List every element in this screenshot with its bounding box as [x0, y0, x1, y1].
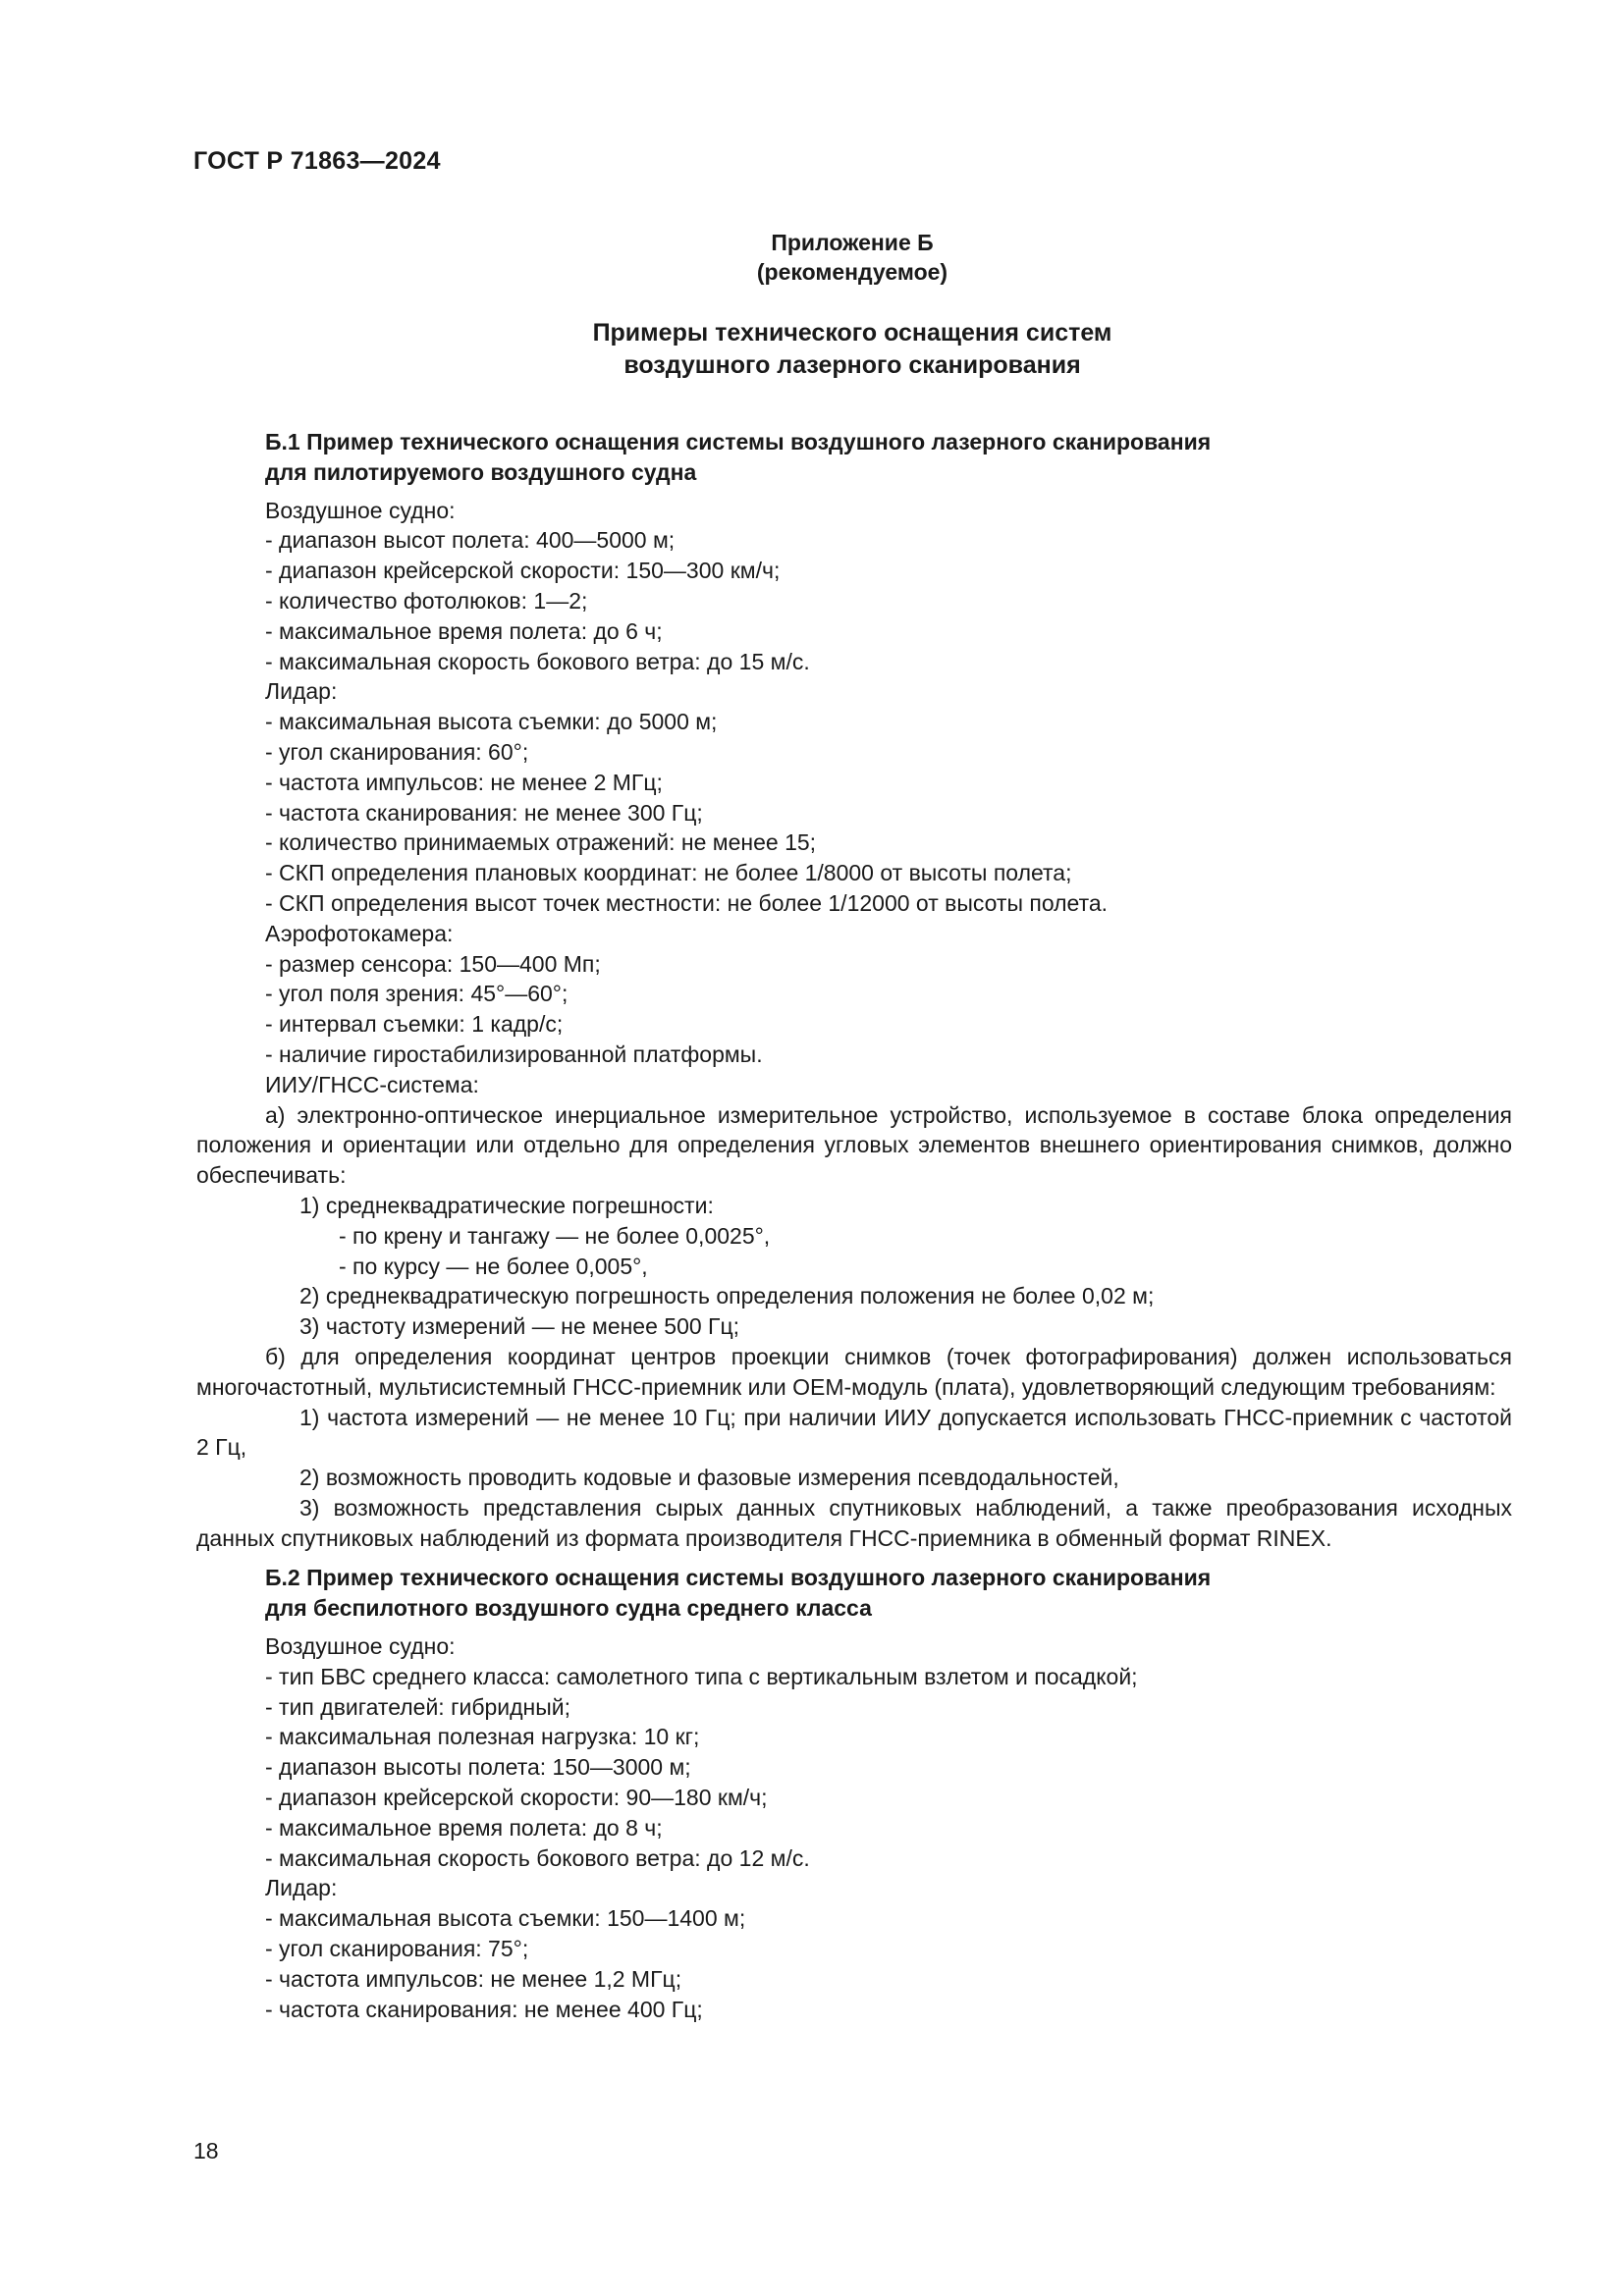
b1-aircraft-item: - количество фотолюков: 1—2;	[265, 587, 588, 614]
section-b1-title-line2: для пилотируемого воздушного судна	[265, 458, 697, 485]
b1-camera-item: - размер сенсора: 150—400 Мп;	[265, 950, 601, 977]
section-b2-title-line2: для беспилотного воздушного судна среднего класса	[265, 1595, 872, 1622]
b2-lidar-item: - максимальная высота съемки: 150—1400 м;	[265, 1905, 746, 1932]
b1-camera-item: - угол поля зрения: 45°—60°;	[265, 981, 568, 1007]
annex-heading-line2: воздушного лазерного сканирования	[623, 351, 1081, 379]
b2-lidar-label: Лидар:	[265, 1875, 338, 1901]
b2-aircraft-item: - максимальная полезная нагрузка: 10 кг;	[265, 1724, 700, 1750]
b1-imu-a-item-2: 2) среднеквадратическую погрешность определения положения не более 0,02 м;	[299, 1283, 1155, 1309]
section-b2-title	[196, 1563, 1512, 1624]
b1-lidar-item: - частота импульсов: не менее 2 МГц;	[265, 769, 663, 795]
b2-aircraft-label: Воздушное судно:	[265, 1633, 456, 1660]
b1-aircraft-item: - максимальная скорость бокового ветра: до 15 м/с.	[265, 648, 810, 674]
page-number: 18	[193, 2138, 219, 2163]
b1-imu-b-item-1: 1) частота измерений — не менее 10 Гц; при наличии ИИУ допускается использовать ГНСС-приемник с частотой 2 Гц,	[196, 1404, 1512, 1461]
b2-aircraft-item: - тип БВС среднего класса: самолетного типа с вертикальным взлетом и посадкой;	[265, 1663, 1138, 1689]
section-b1-title	[196, 427, 1512, 488]
b1-imu-b-item-3: 3) возможность представления сырых данных спутниковых наблюдений, а также преобразования исходных данных спутниковых наблюдений из формата производителя ГНСС-приемника в обменный формат RINEX.	[196, 1494, 1512, 1551]
b1-imu-a-1-subitem: - по крену и тангажу — не более 0,0025°,	[339, 1222, 771, 1249]
b1-imu-label: ИИУ/ГНСС-система:	[265, 1071, 479, 1097]
b1-lidar-item: - максимальная высота съемки: до 5000 м;	[265, 709, 718, 735]
b2-aircraft-item: - тип двигателей: гибридный;	[265, 1693, 571, 1720]
b1-lidar-item: - частота сканирования: не менее 300 Гц;	[265, 799, 703, 826]
b2-aircraft-item: - максимальное время полета: до 8 ч;	[265, 1814, 663, 1841]
b1-aircraft-item: - диапазон крейсерской скорости: 150—300 км/ч;	[265, 558, 781, 584]
section-b1-title-line1: Б.1 Пример технического оснащения системы воздушного лазерного сканирования	[265, 429, 1212, 454]
b1-camera-label: Аэрофотокамера:	[265, 920, 454, 946]
annex-title: Приложение Б	[771, 230, 934, 255]
b2-lidar-item: - угол сканирования: 75°;	[265, 1936, 529, 1962]
b1-camera-item: - интервал съемки: 1 кадр/с;	[265, 1011, 564, 1038]
b1-imu-paragraph-a: а) электронно-оптическое инерциальное измерительное устройство, используемое в составе блока определения положения и ориентации или отдельно для определения угловых элементов внешнего ориентирования снимков, должно обеспечивать:	[196, 1101, 1512, 1189]
b1-aircraft-label: Воздушное судно:	[265, 497, 456, 523]
b2-aircraft-item: - диапазон крейсерской скорости: 90—180 км/ч;	[265, 1785, 768, 1811]
annex-heading-line1: Примеры технического оснащения систем	[592, 319, 1112, 347]
b1-imu-b-item-2: 2) возможность проводить кодовые и фазовые измерения псевдодальностей,	[299, 1465, 1119, 1491]
b1-lidar-item: - угол сканирования: 60°;	[265, 738, 529, 765]
b2-lidar-item: - частота импульсов: не менее 1,2 МГц;	[265, 1965, 682, 1992]
b1-lidar-item: - количество принимаемых отражений: не менее 15;	[265, 829, 817, 856]
b1-aircraft-item: - диапазон высот полета: 400—5000 м;	[265, 527, 676, 554]
b2-aircraft-item: - диапазон высоты полета: 150—3000 м;	[265, 1754, 691, 1781]
section-b2-title-line1: Б.2 Пример технического оснащения системы воздушного лазерного сканирования	[265, 1565, 1212, 1591]
b1-imu-paragraph-b: б) для определения координат центров проекции снимков (точек фотографирования) должен использоваться многочастотный, мультисистемный ГНСС-приемник или ОЕМ-модуль (плата), удовлетворяющий следующим требованиям:	[196, 1343, 1512, 1400]
b1-lidar-item: - СКП определения плановых координат: не более 1/8000 от высоты полета;	[265, 860, 1072, 886]
b1-imu-a-item-1: 1) среднеквадратические погрешности:	[299, 1192, 714, 1218]
b2-lidar-item: - частота сканирования: не менее 400 Гц;	[265, 1996, 703, 2022]
b1-lidar-item: - СКП определения высот точек местности: не более 1/12000 от высоты полета.	[265, 889, 1109, 916]
document-code: ГОСТ Р 71863—2024	[193, 147, 441, 175]
b2-aircraft-item: - максимальная скорость бокового ветра: до 12 м/с.	[265, 1844, 810, 1871]
b1-imu-a-item-3: 3) частоту измерений — не менее 500 Гц;	[299, 1313, 740, 1340]
b1-aircraft-item: - максимальное время полета: до 6 ч;	[265, 617, 663, 644]
b1-imu-a-1-subitem: - по курсу — не более 0,005°,	[339, 1253, 648, 1279]
document-body	[196, 427, 1512, 2024]
b1-camera-item: - наличие гиростабилизированной платформы.	[265, 1041, 763, 1067]
annex-status: (рекомендуемое)	[756, 259, 948, 285]
b1-lidar-label: Лидар:	[265, 678, 338, 705]
